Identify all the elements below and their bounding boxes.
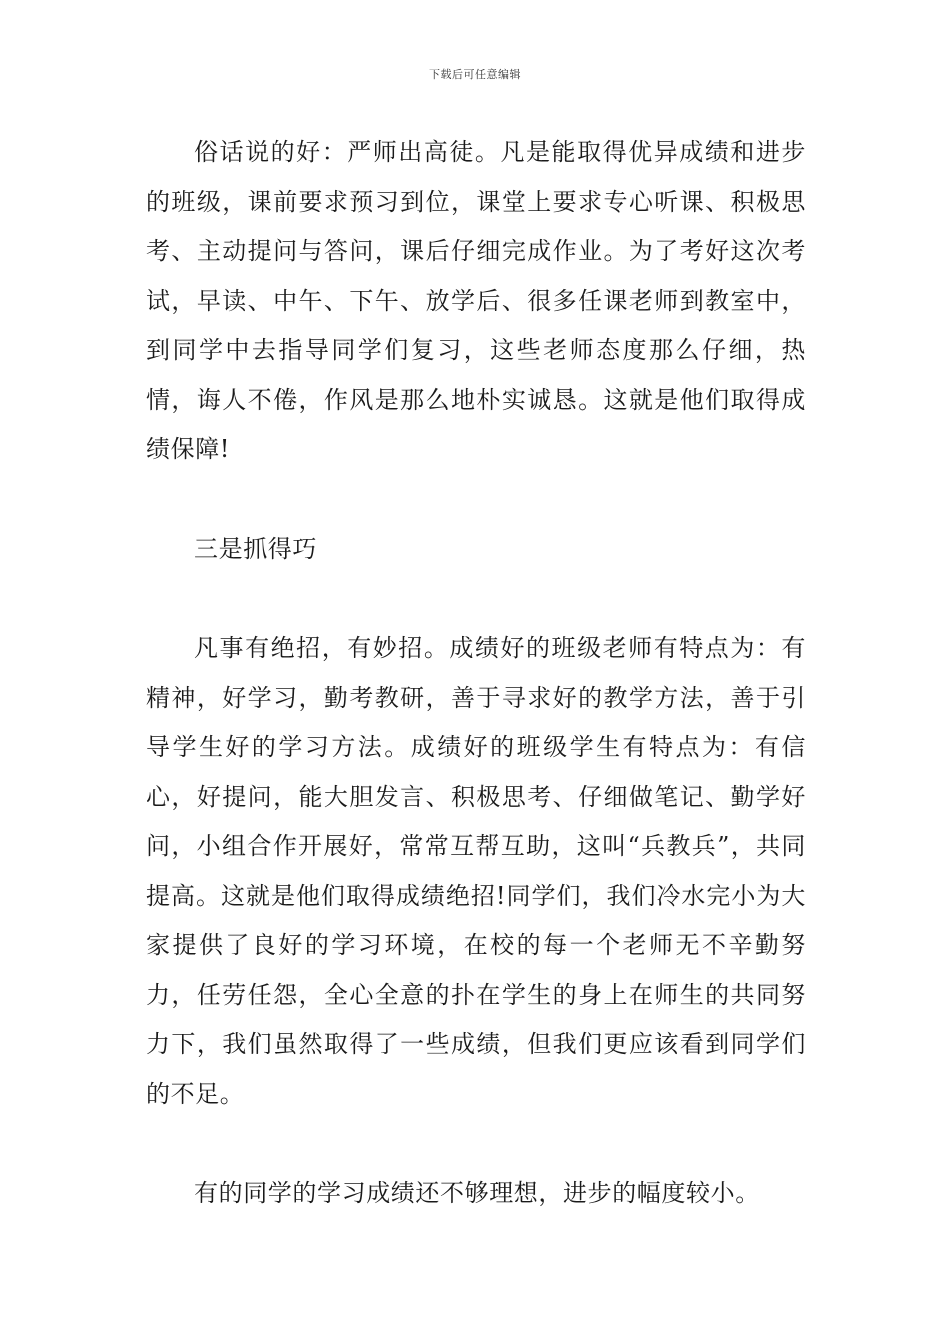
- section-heading: 三是抓得巧: [194, 534, 317, 563]
- page-header: 下载后可任意编辑: [429, 68, 521, 81]
- document-body: [146, 128, 806, 1219]
- paragraph-shortcomings: 有的同学的学习成绩还不够理想，进步的幅度较小。: [194, 1179, 760, 1207]
- paragraph-methods: 凡事有绝招，有妙招。成绩好的班级老师有特点为：有精神，好学习，勤考教研，善于寻求好的教学方法，善于引导学生好的学习方法。成绩好的班级学生有特点为：有信心，好提问，能大胆发言、积极思考、仔细做笔记、勤学好问，小组合作开展好，常常互帮互助，这叫“兵教兵”，共同提高。这就是他们取得成绩绝招!同学们，我们冷水完小为大家提供了良好的学习环境，在校的每一个老师无不辛勤努力，任劳任怨，全心全意的扑在学生的身上在师生的共同努力下，我们虽然取得了一些成绩，但我们更应该看到同学们的不足。: [146, 634, 806, 1108]
- paragraph-strict-teachers: 俗话说的好：严师出高徒。凡是能取得优异成绩和进步的班级，课前要求预习到位，课堂上要求专心听课、积极思考、主动提问与答问，课后仔细完成作业。为了考好这次考试，早读、中午、下午、放学后、很多任课老师到教室中，到同学中去指导同学们复习，这些老师态度那么仔细，热情，诲人不倦，作风是那么地朴实诚恳。这就是他们取得成绩保障!: [146, 138, 806, 463]
